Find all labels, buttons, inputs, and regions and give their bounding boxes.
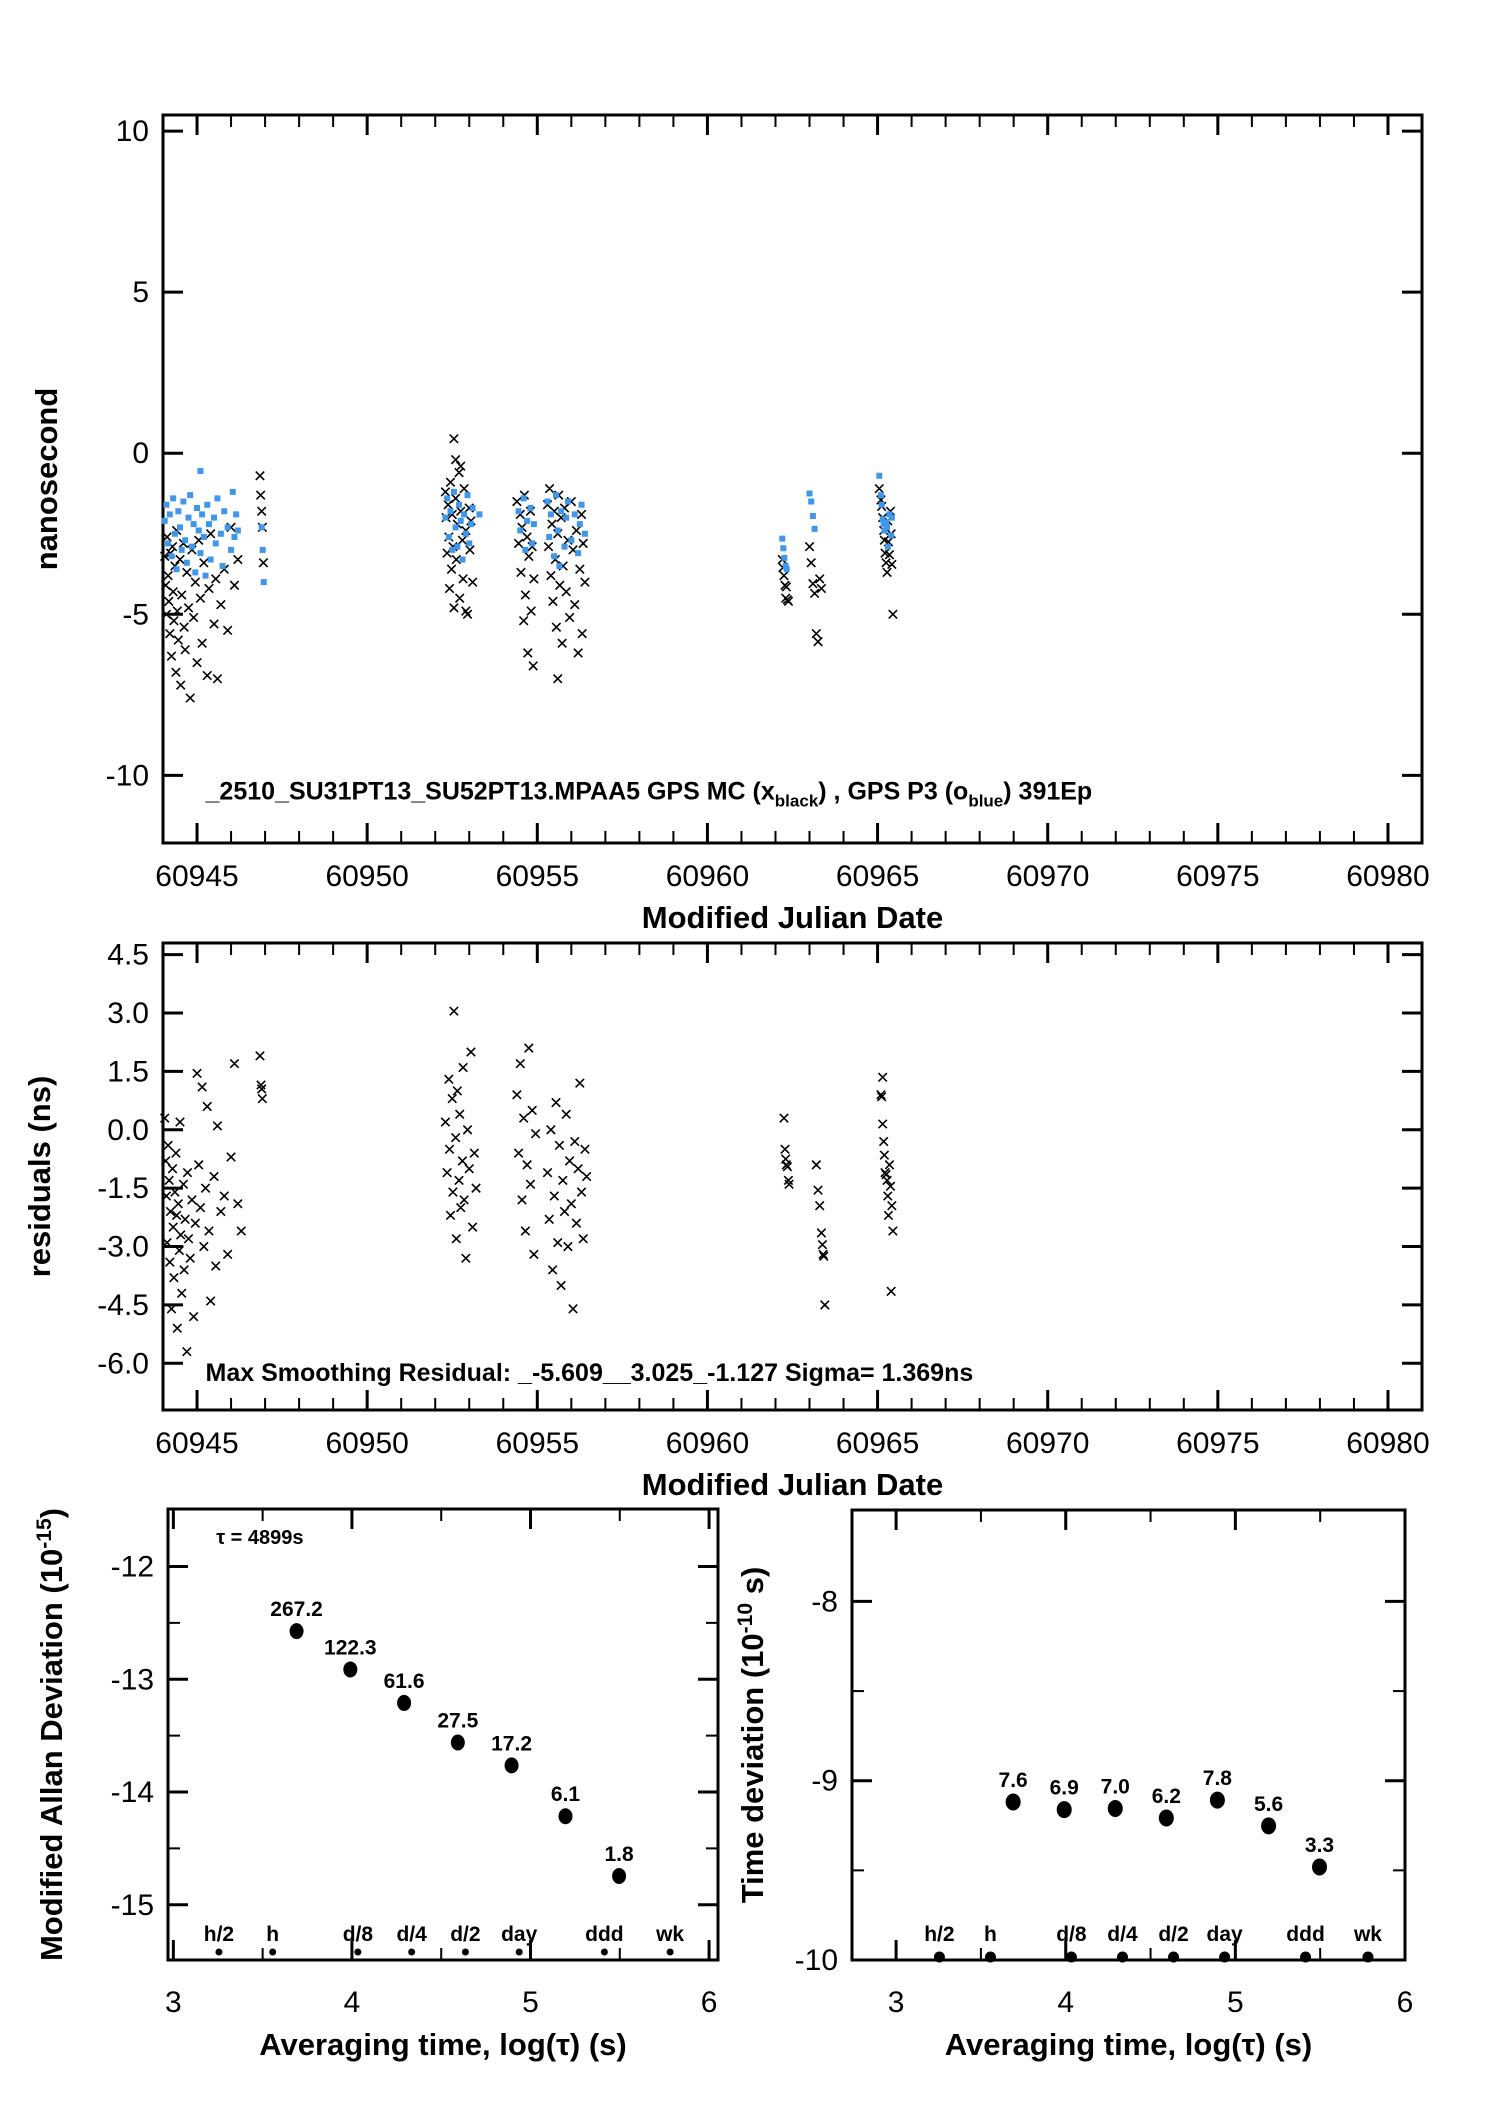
panel-bl [33,1508,718,2062]
ytick-label-mid: -4.5 [97,1288,149,1322]
axes-frame-top [163,115,1422,843]
ytick-label-mid: 4.5 [107,938,149,972]
ylabel-bl: Modified Allan Deviation $(10^{-15})$ [33,1507,69,1962]
ytick-label-top: 0 [132,437,149,471]
ylabel-mid: residuals (ns) [22,1075,57,1278]
tau-label: d/4 [396,1923,427,1946]
ytick-label-top: -5 [122,598,149,632]
tau-label: ddd [585,1923,624,1946]
value-label: 6.2 [1151,1785,1181,1809]
tau-dot [1168,1952,1179,1963]
tau-dot [985,1952,996,1963]
ytick-label-mid: -3.0 [97,1230,149,1264]
axes-frame-br [852,1510,1405,1960]
xtick-label-top: 60950 [325,860,409,893]
dot-marker [1261,1817,1276,1834]
tau-dot [1219,1952,1230,1963]
tau-label: h [266,1923,280,1946]
xtick-label-top: 60955 [495,860,580,893]
ytick-label-br: -8 [811,1585,838,1619]
ytick-label-bl: -13 [110,1663,154,1697]
tau-label: ddd [1286,1923,1325,1946]
xtick-label-top: 60945 [155,860,239,893]
panel-mid [22,939,1430,1502]
series-mdev [270,1598,634,1884]
value-label: 17.2 [491,1732,533,1756]
xtick-label-mid: 60955 [495,1427,580,1460]
xtick-label-br: 4 [1057,1986,1075,2019]
square-markers [162,468,895,585]
ytick-label-br: -9 [811,1764,838,1798]
tau-dot [601,1949,608,1956]
dot-marker [1210,1792,1225,1809]
value-label: 7.6 [998,1769,1028,1793]
ytick-label-bl: -14 [110,1776,154,1810]
axes-frame-bl [168,1509,718,1960]
dot-marker [1057,1801,1072,1818]
ytick-label-top: 10 [115,115,149,149]
xtick-label-mid: 60970 [1005,1427,1090,1460]
tau-dot [269,1949,276,1956]
xtick-label-br: 5 [1227,1986,1244,2019]
value-label: 1.8 [604,1843,634,1867]
tau-label: d/8 [342,1923,374,1946]
series-residuals [161,1007,898,1356]
xlabel-br: Averaging time, log(τ) (s) [944,2027,1313,2062]
tau-dot [934,1952,945,1963]
xtick-label-bl: 5 [522,1986,539,2019]
dot-marker [559,1808,573,1824]
dot-marker [343,1661,357,1677]
dot-marker [1312,1858,1327,1875]
xtick-label-bl: 4 [343,1986,361,2019]
value-label: 27.5 [437,1709,479,1733]
panel-top [29,115,1430,935]
dot-marker [290,1623,304,1639]
ytick-label-bl: -12 [110,1550,154,1584]
ylabel-br: Time deviation ($10^{-10}$ s) [734,1566,770,1904]
series-tdev [999,1767,1335,1875]
ytick-label-bl: -15 [110,1888,154,1922]
xtick-label-mid: 60950 [325,1427,409,1460]
xtick-label-top: 60965 [835,860,920,893]
tau-dot [408,1949,415,1956]
value-label: 122.3 [324,1636,377,1660]
tau-dot [1117,1952,1128,1963]
ytick-label-top: 5 [132,276,149,310]
value-label: 6.9 [1049,1776,1079,1800]
xtick-label-br: 3 [887,1986,905,2019]
dot-marker [612,1868,626,1884]
value-label: 7.8 [1202,1767,1232,1791]
value-label: 267.2 [270,1598,323,1622]
tau-label: h/2 [203,1923,235,1946]
dot-marker [1159,1810,1174,1827]
tau-dot [516,1949,523,1956]
xtick-label-top: 60980 [1346,860,1430,893]
tau-label: wk [1353,1923,1382,1946]
ytick-label-mid: -1.5 [97,1172,149,1206]
xtick-label-top: 60975 [1176,860,1260,893]
ylabel-top: nanosecond [29,387,64,571]
tau-scale-br [924,1923,1382,1963]
tau-dot [667,1949,674,1956]
tau-label: d/2 [450,1923,481,1946]
tau-dot [462,1949,469,1956]
xtick-label-bl: 3 [165,1986,182,2019]
dot-marker [1108,1800,1123,1817]
panel-br [734,1510,1413,2062]
dot-marker [505,1757,519,1773]
value-label: 3.3 [1304,1833,1335,1857]
tau-scale-bl [204,1923,685,1956]
xlabel-mid: Modified Julian Date [641,1467,944,1502]
tau-label: h [984,1923,997,1946]
tau-label: d/2 [1158,1923,1189,1946]
tau-label: h/2 [924,1923,955,1946]
xtick-label-mid: 60945 [155,1427,239,1460]
ytick-label-mid: 3.0 [107,997,149,1031]
xtick-label-top: 60960 [665,860,750,893]
ytick-label-top: -10 [105,759,149,793]
xtick-label-br: 6 [1396,1986,1414,2019]
tau-dot [1300,1952,1311,1963]
tau-label: day [1206,1923,1243,1946]
series-gps-p3 [162,468,895,585]
tau-label: d/4 [1107,1923,1138,1946]
cross-markers [161,1007,898,1356]
tau-note: τ = 4899s [216,1526,304,1549]
ytick-label-mid: 0.0 [107,1113,149,1147]
tau-dot [1066,1952,1077,1963]
xtick-label-top: 60970 [1005,860,1090,893]
dot-marker [1006,1794,1021,1811]
xlabel-top: Modified Julian Date [641,900,944,935]
xtick-label-mid: 60965 [835,1427,920,1460]
ytick-label-mid: -6.0 [97,1347,149,1381]
tau-dot [1362,1952,1373,1963]
tau-label: d/8 [1056,1923,1087,1946]
xtick-label-bl: 6 [700,1986,718,2019]
tau-label: day [501,1923,538,1946]
max-smoothing-residual: Max Smoothing Residual: _-5.609__3.025_-1.127 Sigma= 1.369ns [205,1358,974,1387]
xtick-label-mid: 60980 [1346,1427,1430,1460]
xlabel-bl: Averaging time, log(τ) (s) [259,2027,627,2062]
value-label: 5.6 [1254,1792,1284,1816]
tau-dot [354,1949,361,1956]
tau-label: wk [656,1923,685,1946]
dot-marker [397,1695,411,1711]
dot-marker [451,1735,465,1751]
value-label: 61.6 [383,1669,425,1693]
value-label: 6.1 [550,1783,581,1807]
value-label: 7.0 [1100,1775,1130,1799]
panel-title: _2510_SU31PT13_SU52PT13.MPAA5 GPS MC $(x_{black})$ , GPS P3 $(o_{blue})$ 391Ep [205,777,1093,811]
xtick-label-mid: 60975 [1176,1427,1260,1460]
tau-dot [215,1949,222,1956]
ytick-label-br: -10 [794,1944,838,1977]
ytick-label-mid: 1.5 [107,1055,149,1089]
xtick-label-mid: 60960 [665,1427,750,1460]
